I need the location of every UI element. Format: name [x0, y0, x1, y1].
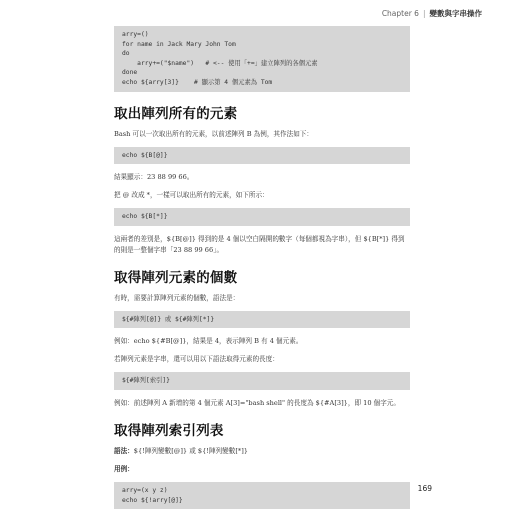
paragraph-length-intro: 若陣列元素是字串，還可以用以下語法取得元素的長度： — [114, 355, 279, 364]
chapter-title: 變數與字串操作 — [429, 9, 482, 18]
paragraph-star-intro: 把 @ 改成 *，一樣可以取出所有的元素，如下所示： — [114, 191, 269, 200]
paragraph-usage — [114, 464, 410, 475]
paragraph-difference: 這兩者的差別是，${B[@]} 得到的是 4 個以空白隔開的數字（每個都視為字串），但 ${B[*]} 得到的則是一整個字串「23 88 99 66」。 — [114, 234, 405, 254]
paragraph-all-elements-intro: Bash 可以一次取出所有的元素，以前述陣列 B 為例，其作法如下： — [114, 129, 313, 138]
usage-label: 用例： — [114, 464, 134, 473]
code-block-echo-at: echo ${B[@]} — [114, 147, 410, 165]
page-content — [114, 26, 410, 517]
running-header — [382, 8, 482, 19]
page-number: 169 — [417, 484, 432, 493]
code-block-echo-star: echo ${B[*]} — [114, 208, 410, 226]
paragraph-length-example: 例如：前述陣列 A 新增的第 4 個元素 A[3]="bash shell" 的長度為 ${#A[3]}，即 10 個字元。 — [114, 398, 400, 407]
heading-all-elements: 取出陣列所有的元素 — [114, 105, 238, 122]
code-block-array-loop: arry=() for name in Jack Mary John Tom do arry+=("$name") # <-- 使用「+=」建立陣列的各個元素 done echo ${arry[3]} # 顯示第 4 個元素為 Tom — [114, 26, 410, 92]
paragraph-count-intro: 有時，需要計算陣列元素的個數，語法是： — [114, 293, 240, 302]
header-separator: | — [422, 9, 426, 18]
syntax-text: ${!陣列變數[@]} 或 ${!陣列變數[*]} — [133, 446, 248, 455]
paragraph-result: 結果顯示：23 88 99 66。 — [114, 173, 194, 182]
code-block-length-syntax: ${#陣列[索引]} — [114, 372, 410, 390]
code-block-index-example: arry=(x y z) echo ${!arry[@]} — [114, 482, 410, 509]
chapter-label: Chapter 6 — [381, 9, 419, 18]
paragraph-count-example: 例如：echo ${#B[@]}，結果是 4，表示陣列 B 有 4 個元素。 — [114, 337, 303, 346]
heading-index-list: 取得陣列索引列表 — [114, 422, 224, 439]
paragraph-syntax — [114, 446, 410, 457]
syntax-label: 語法： — [114, 446, 134, 455]
heading-element-count: 取得陣列元素的個數 — [114, 269, 238, 286]
code-block-count-syntax: ${#陣列[@]} 或 ${#陣列[*]} — [114, 311, 410, 329]
